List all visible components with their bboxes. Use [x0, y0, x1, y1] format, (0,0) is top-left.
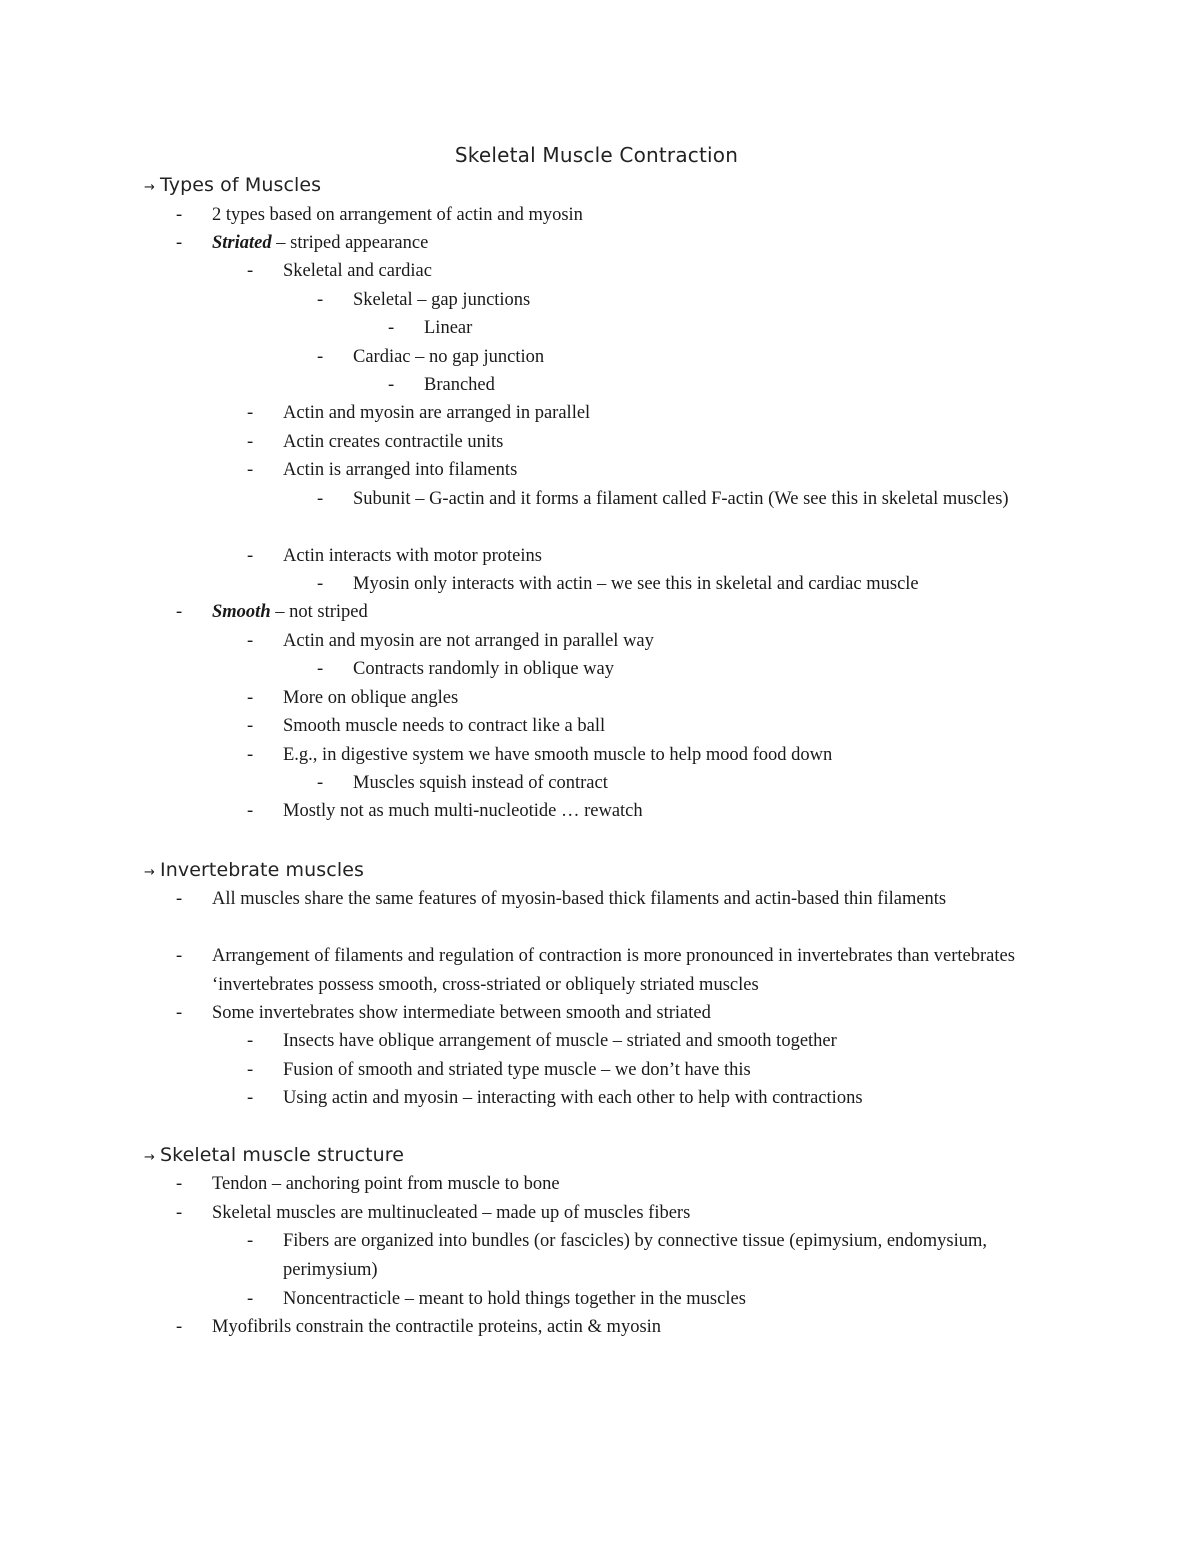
arrow-icon: →: [144, 180, 155, 195]
section-heading-types: → Types of Muscles: [144, 172, 321, 201]
list-item: - All muscles share the same features of myosin-based thick filaments and actin-based thin filaments: [176, 889, 947, 909]
document-page: Skeletal Muscle Contraction → Types of Muscles - 2 types based on arrangement of actin and myosin - Striated – striped appearance - Skeletal and cardiac - Skeletal – gap junctions - Linear - Cardiac – no gap junction - Branched - Actin and myosin are arranged in parallel - Actin creates contractile units - Actin is arranged into filaments - Subunit – G-actin and it forms a filament called F-actin (We see this in skeletal muscles) - Actin interacts with motor proteins - Myosin only interacts with actin – we see this in skeletal and cardiac muscle - Smooth – not striped - Actin and myosin are not arranged in parallel way - Contracts randomly in oblique way - More on oblique angles - Smooth muscle needs to contract like a ball - E.g., in digestive system we have smooth muscle to help mood food down - Muscles squish instead of contract - Mostly not as much multi-nucleotide … rewatch → Invertebrate muscles - All muscles share the same features of myosin-based thick filaments and actin-based thin filaments - Arrangement of filaments and regulation of contraction is more pronounced in invertebrates than vertebrates ‘invertebrates possess smooth, cross-striated or obliquely striated muscles - Some invertebrates show intermediate between smooth and striated - Insects have oblique arrangement of muscle – striated and smooth together - Fusion of smooth and striated type muscle – we don’t have this - Using actin and myosin – interacting with each other to help with contractions → Skeletal muscle structure - Tendon – anchoring point from muscle to bone - Skeletal muscles are multinucleated – made up of muscles fibers - Fibers are organized into bundles (or fascicles) by connective tissue (epimysium, endomysium, perimysium) - Noncentracticle – meant to hold things together in the muscles - Myofibrils constrain the contractile proteins, actin & myosin: [0, 0, 1200, 1553]
page-title: Skeletal Muscle Contraction: [454, 143, 739, 167]
list-item: - Fibers are organized into bundles (or fascicles) by connective tissue (epimysium, endomysium, perimysium): [247, 1231, 988, 1280]
section-heading-structure: → Skeletal muscle structure: [144, 1142, 404, 1171]
arrow-icon: →: [144, 865, 155, 880]
section-heading-invertebrate: → Invertebrate muscles: [144, 857, 364, 886]
list-item: - Arrangement of filaments and regulation of contraction is more pronounced in invertebrates than vertebrates ‘invertebrates possess smooth, cross-striated or obliquely striated muscles: [176, 946, 1015, 995]
list-item: - Subunit – G-actin and it forms a filament called F-actin (We see this in skeletal muscles): [317, 489, 1009, 509]
arrow-icon: →: [144, 1150, 155, 1165]
